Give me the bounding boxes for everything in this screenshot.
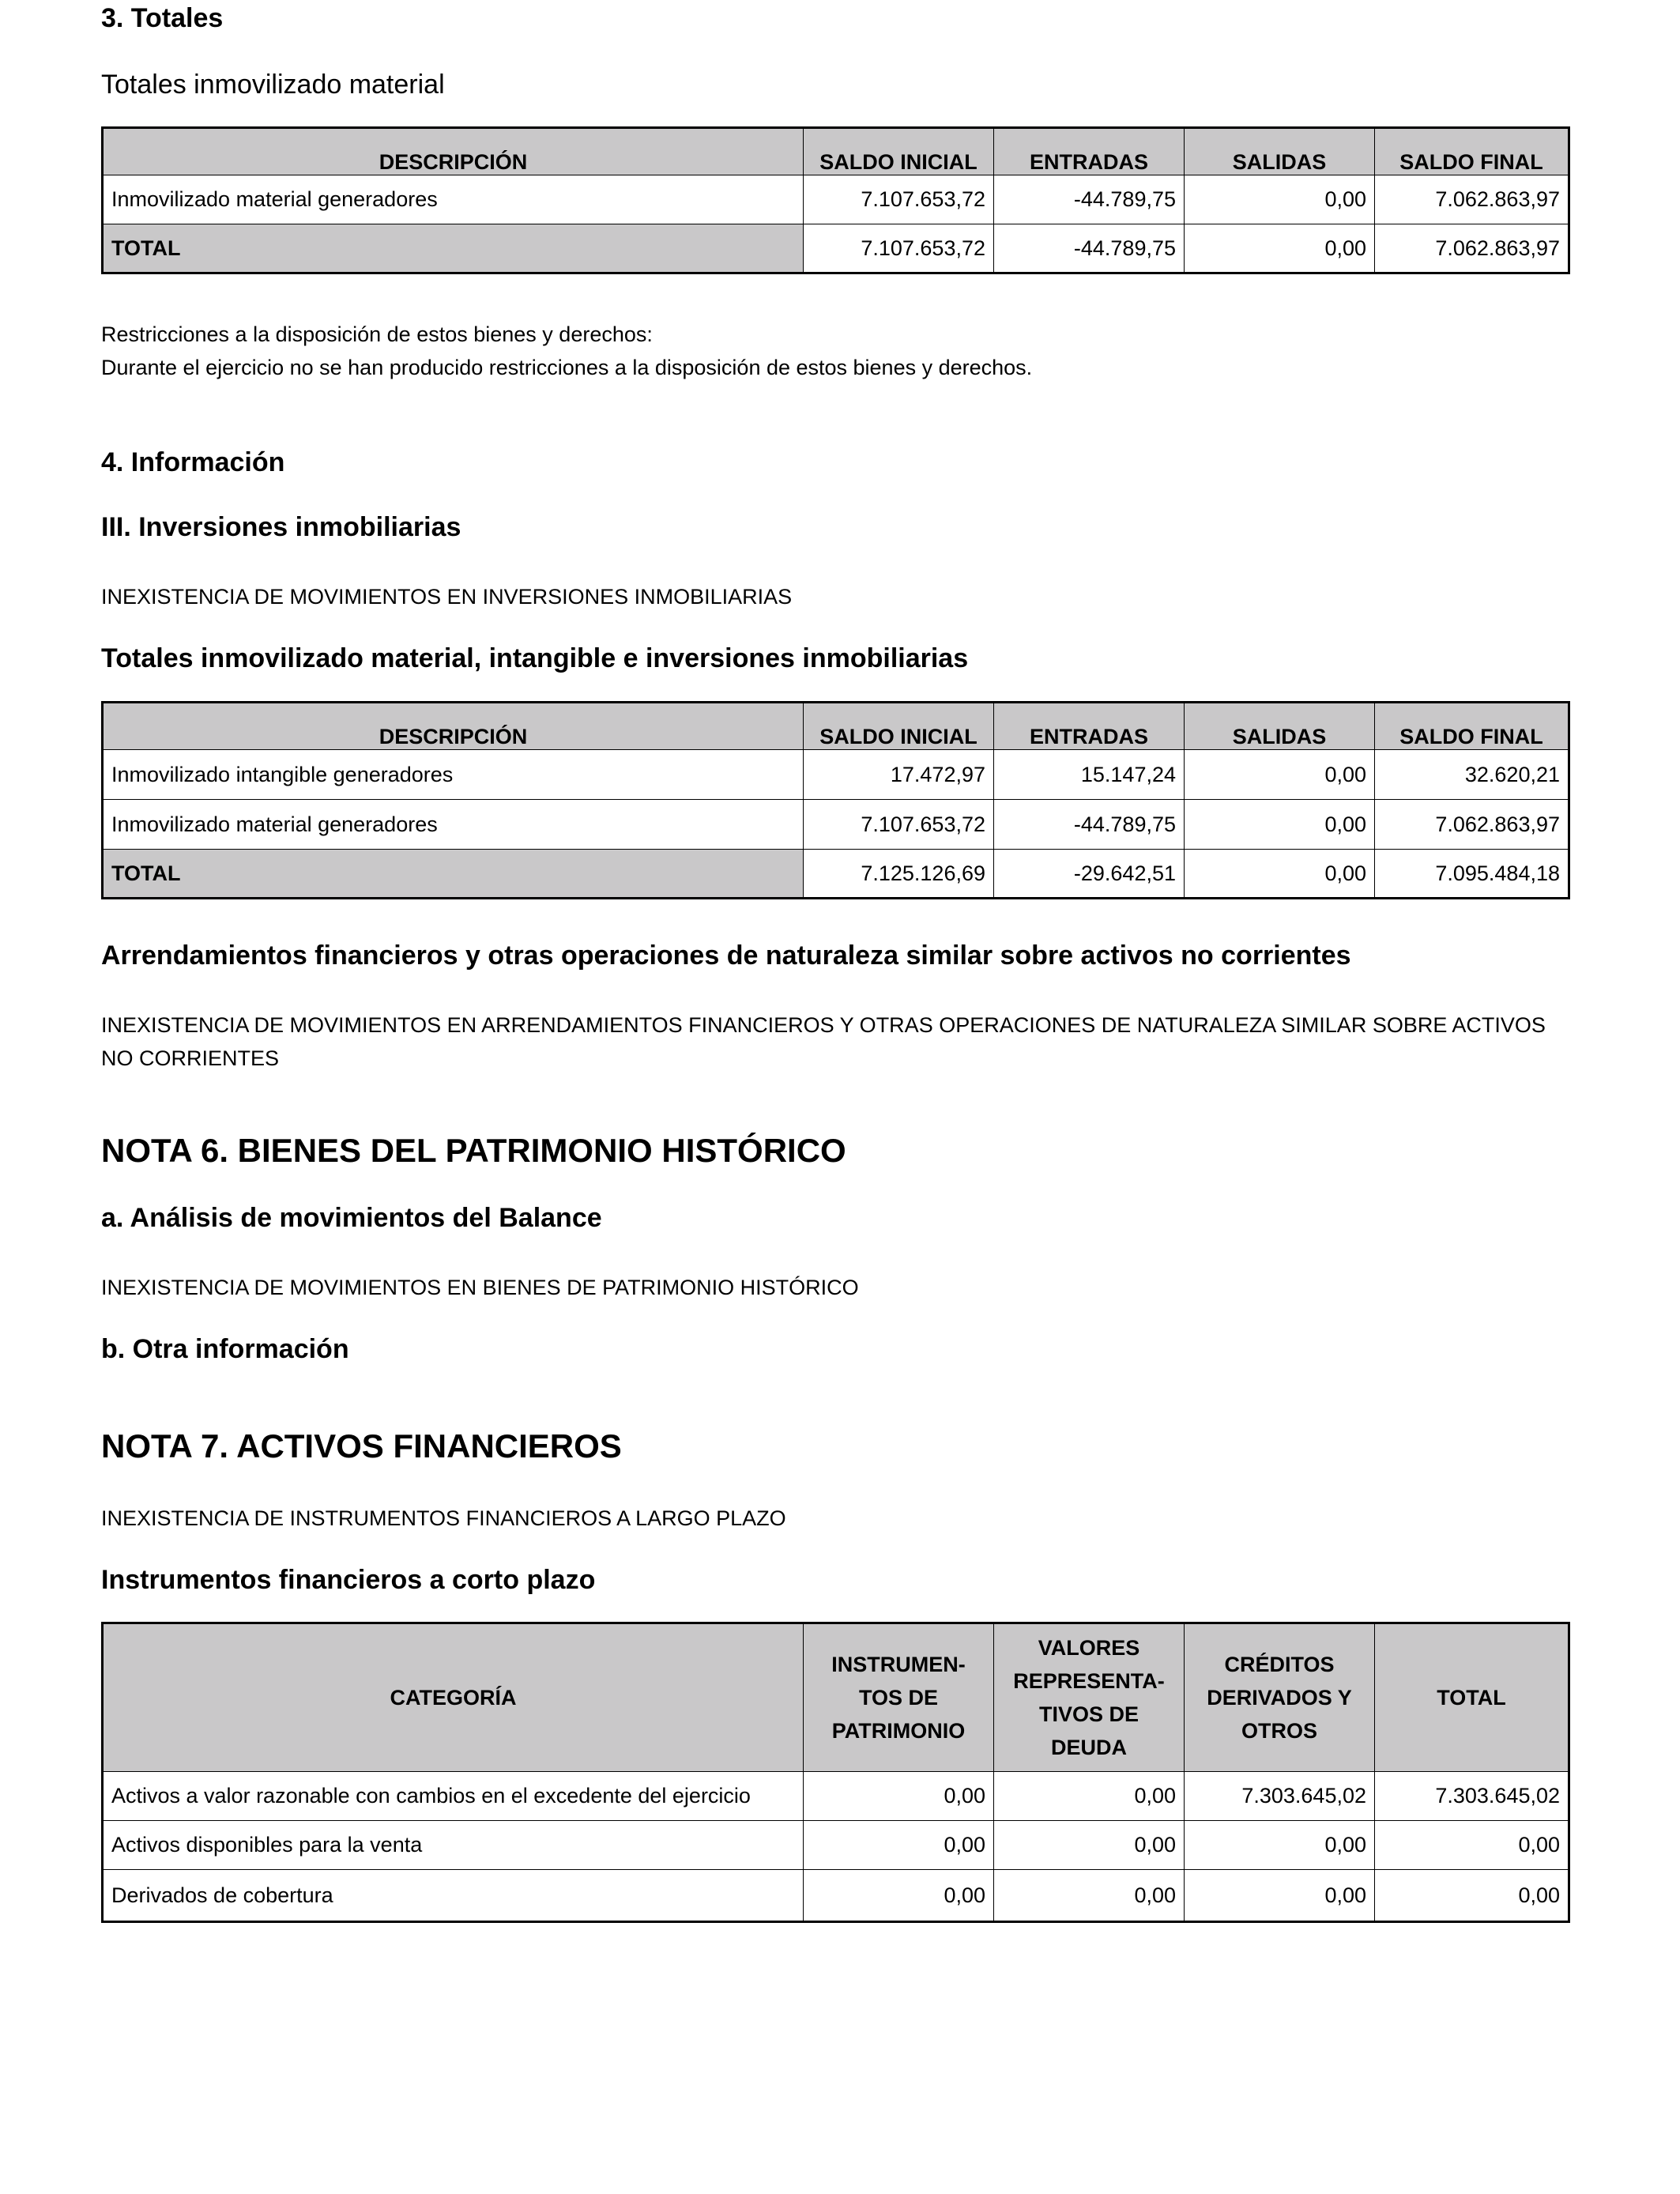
table-header-row: [103, 128, 1569, 175]
header-salidas: SALIDAS: [1185, 703, 1375, 750]
cell-salidas: 0,00: [1185, 750, 1375, 800]
cell-categoria: Activos disponibles para la venta: [103, 1821, 804, 1870]
header-line: TOS DE: [858, 1686, 939, 1710]
cell-entradas: -44.789,75: [994, 175, 1185, 224]
cell-valores-deuda: 0,00: [994, 1821, 1185, 1870]
cell-instrumentos-patrimonio: 0,00: [804, 1821, 994, 1870]
inversiones-heading: III. Inversiones inmobiliarias: [101, 512, 461, 542]
arrendamientos-text: INEXISTENCIA DE MOVIMIENTOS EN ARRENDAMIENTOS FINANCIEROS Y OTRAS OPERACIONES DE NATURALEZA SIMILAR SOBRE ACTIVOS NO CORRIENTES: [101, 1013, 1546, 1070]
table-row: [103, 800, 1569, 850]
cell-total-salidas: 0,00: [1185, 224, 1375, 273]
nota-7-sub-cp: Instrumentos financieros a corto plazo: [101, 1565, 596, 1595]
header-salidas: SALIDAS: [1185, 128, 1375, 175]
cell-instrumentos-patrimonio: 0,00: [804, 1870, 994, 1922]
cell-saldo-final: 7.062.863,97: [1375, 800, 1569, 850]
nota-6-sub-b: b. Otra información: [101, 1334, 349, 1364]
table-row: [103, 175, 1569, 224]
table-row: [103, 1821, 1569, 1870]
cell-total-entradas: -29.642,51: [994, 850, 1185, 899]
header-valores-deuda: [994, 1623, 1185, 1772]
cell-total-entradas: -44.789,75: [994, 224, 1185, 273]
nota-7-text-lp: INEXISTENCIA DE INSTRUMENTOS FINANCIEROS A LARGO PLAZO: [101, 1506, 786, 1530]
restricciones-text: Durante el ejercicio no se han producido restricciones a la disposición de estos bienes y derechos.: [101, 356, 1033, 379]
cell-entradas: -44.789,75: [994, 800, 1185, 850]
header-line: TIVOS DE: [1038, 1702, 1139, 1726]
header-line: OTROS: [1241, 1719, 1317, 1743]
cell-total: 0,00: [1375, 1870, 1569, 1922]
cell-total-label: TOTAL: [103, 224, 804, 273]
cell-total-saldo-final: 7.095.484,18: [1375, 850, 1569, 899]
cell-creditos-derivados: 0,00: [1185, 1870, 1375, 1922]
section-3-subheading: Totales inmovilizado material: [101, 70, 445, 100]
cell-salidas: 0,00: [1185, 800, 1375, 850]
cell-descripcion: Inmovilizado material generadores: [103, 800, 804, 850]
nota-7-heading: NOTA 7. ACTIVOS FINANCIEROS: [101, 1427, 622, 1465]
cell-total: 0,00: [1375, 1821, 1569, 1870]
cell-saldo-final: 32.620,21: [1375, 750, 1569, 800]
header-categoria: [103, 1623, 804, 1772]
cell-entradas: 15.147,24: [994, 750, 1185, 800]
section-4-heading: 4. Información: [101, 447, 285, 477]
cell-total-label: TOTAL: [103, 850, 804, 899]
cell-categoria: Derivados de cobertura: [103, 1870, 804, 1922]
header-line: PATRIMONIO: [831, 1719, 966, 1743]
header-line: CATEGORÍA: [390, 1686, 517, 1710]
cell-creditos-derivados: 7.303.645,02: [1185, 1772, 1375, 1821]
header-saldo-final: SALDO FINAL: [1375, 128, 1569, 175]
header-instrumentos-patrimonio: [804, 1623, 994, 1772]
cell-saldo-final: 7.062.863,97: [1375, 175, 1569, 224]
header-line: INSTRUMEN-: [831, 1653, 966, 1676]
cell-valores-deuda: 0,00: [994, 1870, 1185, 1922]
nota-6-heading: NOTA 6. BIENES DEL PATRIMONIO HISTÓRICO: [101, 1132, 846, 1169]
header-line: VALORES: [1038, 1636, 1140, 1660]
cell-saldo-inicial: 7.107.653,72: [804, 175, 994, 224]
header-descripcion: DESCRIPCIÓN: [103, 128, 804, 175]
header-line: CRÉDITOS: [1224, 1653, 1335, 1676]
cell-descripcion: Inmovilizado material generadores: [103, 175, 804, 224]
cell-total-saldo-final: 7.062.863,97: [1375, 224, 1569, 273]
cell-total-saldo-inicial: 7.107.653,72: [804, 224, 994, 273]
table-total-row: [103, 850, 1569, 899]
cell-salidas: 0,00: [1185, 175, 1375, 224]
cell-instrumentos-patrimonio: 0,00: [804, 1772, 994, 1821]
cell-saldo-inicial: 7.107.653,72: [804, 800, 994, 850]
table-row: [103, 1870, 1569, 1922]
cell-total: 7.303.645,02: [1375, 1772, 1569, 1821]
arrendamientos-heading: Arrendamientos financieros y otras operaciones de naturaleza similar sobre activos no corrientes: [101, 941, 1351, 971]
nota-6-sub-a: a. Análisis de movimientos del Balance: [101, 1203, 602, 1233]
header-line: DEUDA: [1050, 1736, 1127, 1759]
totales-combined-heading: Totales inmovilizado material, intangible e inversiones inmobiliarias: [101, 643, 969, 673]
table-totales-combined: [101, 701, 1570, 899]
header-line: TOTAL: [1437, 1686, 1506, 1710]
header-line: DERIVADOS Y: [1207, 1686, 1352, 1710]
table-total-row: [103, 224, 1569, 273]
section-3-heading: 3. Totales: [101, 3, 224, 33]
restricciones-label: Restricciones a la disposición de estos bienes y derechos:: [101, 322, 653, 346]
nota-6-text-a: INEXISTENCIA DE MOVIMIENTOS EN BIENES DE PATRIMONIO HISTÓRICO: [101, 1276, 859, 1299]
inversiones-text: INEXISTENCIA DE MOVIMIENTOS EN INVERSIONES INMOBILIARIAS: [101, 585, 793, 609]
header-creditos-derivados: [1185, 1623, 1375, 1772]
table-row: [103, 1772, 1569, 1821]
cell-creditos-derivados: 0,00: [1185, 1821, 1375, 1870]
header-descripcion: DESCRIPCIÓN: [103, 703, 804, 750]
cell-descripcion: Inmovilizado intangible generadores: [103, 750, 804, 800]
header-line: REPRESENTA-: [1013, 1669, 1165, 1693]
header-total: [1375, 1623, 1569, 1772]
table-header-row: [103, 1623, 1569, 1772]
header-saldo-inicial: SALDO INICIAL: [804, 128, 994, 175]
cell-categoria: Activos a valor razonable con cambios en el excedente del ejercicio: [103, 1772, 804, 1821]
header-entradas: ENTRADAS: [994, 128, 1185, 175]
cell-saldo-inicial: 17.472,97: [804, 750, 994, 800]
cell-total-salidas: 0,00: [1185, 850, 1375, 899]
table-header-row: [103, 703, 1569, 750]
cell-valores-deuda: 0,00: [994, 1772, 1185, 1821]
table-row: [103, 750, 1569, 800]
table-totales-inmovilizado-material: [101, 126, 1570, 274]
cell-total-saldo-inicial: 7.125.126,69: [804, 850, 994, 899]
header-saldo-inicial: SALDO INICIAL: [804, 703, 994, 750]
header-entradas: ENTRADAS: [994, 703, 1185, 750]
table-instrumentos-corto-plazo: [101, 1622, 1570, 1923]
header-saldo-final: SALDO FINAL: [1375, 703, 1569, 750]
